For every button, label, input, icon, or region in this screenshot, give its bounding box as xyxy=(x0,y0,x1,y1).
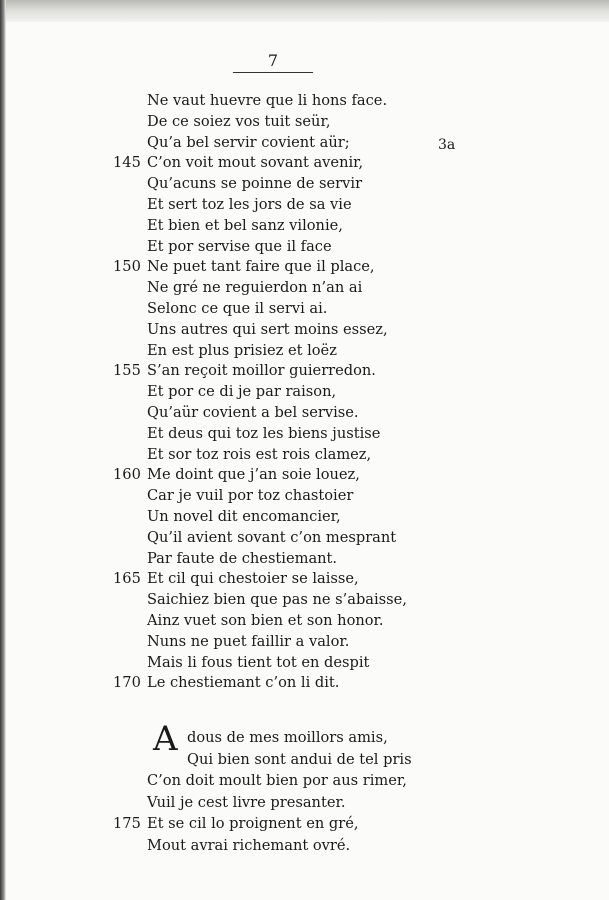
verse-line xyxy=(0,568,520,589)
verse-line xyxy=(0,672,520,693)
verse-line xyxy=(0,132,520,153)
verse-text: Et por ce di je par raison, xyxy=(147,383,337,401)
verse-line xyxy=(0,749,520,770)
verse-line xyxy=(0,527,520,548)
verse-text: Et sert toz les jors de sa vie xyxy=(147,196,352,213)
line-number: 170 xyxy=(113,674,141,692)
verse-text: Et sor toz rois est rois clamez, xyxy=(147,445,372,463)
verse-line xyxy=(0,506,520,527)
verse-text: Et cil qui chestoier se laisse, xyxy=(147,570,359,588)
verse-line xyxy=(0,111,520,132)
verse-line xyxy=(0,485,520,506)
verse-line xyxy=(0,340,520,361)
verse-line xyxy=(0,835,520,856)
verse-text: Qu’a bel servir covient aür; xyxy=(147,133,350,151)
verse-line xyxy=(0,381,520,402)
verse-text: Vuil je cest livre presanter. xyxy=(147,793,346,811)
line-number: 150 xyxy=(113,258,141,276)
verse-line xyxy=(0,319,520,340)
verse-line xyxy=(0,652,520,673)
verse-text: C’on doit moult bien por aus rimer, xyxy=(147,772,407,789)
verse-text: En est plus prisiez et loëz xyxy=(147,341,337,359)
verse-text: Mais li fous tient tot en despit xyxy=(147,653,370,671)
verse-line xyxy=(0,548,520,569)
verse-line xyxy=(0,236,520,257)
verse-line xyxy=(0,610,520,631)
verse-line xyxy=(0,402,520,423)
verse-text: dous de mes moillors amis, xyxy=(187,729,388,746)
verse-text: Le chestiemant c’on li dit. xyxy=(147,674,340,692)
verse-text: Uns autres qui sert moins essez, xyxy=(147,320,388,338)
drop-cap: A xyxy=(153,719,178,759)
verse-line xyxy=(0,152,520,173)
verse-line xyxy=(0,90,520,111)
verse-line xyxy=(0,464,520,485)
line-number: 165 xyxy=(113,570,141,588)
verse-text: Ainz vuet son bien et son honor. xyxy=(147,612,384,629)
page-number: 7 xyxy=(267,51,279,70)
verse-text: S’an reçoit moillor guierredon. xyxy=(147,362,376,380)
verse-text: Par faute de chestiemant. xyxy=(147,549,338,567)
verse-text: Qu’aür covient a bel servise. xyxy=(147,404,359,421)
scan-top-edge xyxy=(0,0,609,22)
verse-text: Saichiez bien que pas ne s’abaisse, xyxy=(147,591,407,609)
verse-text: Qu’acuns se poinne de servir xyxy=(147,175,363,193)
verse-text: Qui bien sont andui de tel pris xyxy=(187,750,412,768)
line-number: 155 xyxy=(113,362,141,380)
margin-folio-note: 3a xyxy=(438,137,456,153)
verse-text: Ne gré ne reguierdon n’an ai xyxy=(147,279,363,297)
verse-text: Et deus qui toz les biens justise xyxy=(147,424,381,442)
verse-line xyxy=(0,770,520,791)
verse-line xyxy=(0,792,520,813)
line-number: 145 xyxy=(113,154,141,172)
verse-line xyxy=(0,360,520,381)
verse-text: C’on voit mout sovant avenir, xyxy=(147,154,364,172)
verse-text: Mout avrai richemant ovré. xyxy=(147,836,351,854)
verse-text: Et bien et bel sanz vilonie, xyxy=(147,216,343,234)
verse-text: De ce soiez vos tuit seür, xyxy=(147,112,331,130)
verse-line xyxy=(0,298,520,319)
verse-line xyxy=(0,444,520,465)
verse-text: Ne vaut huevre que li hons face. xyxy=(147,92,388,109)
verse-text: Me doint que j’an soie louez, xyxy=(147,466,360,484)
verse-text: Ne puet tant faire que il place, xyxy=(147,258,375,276)
verse-text: Car je vuil por toz chastoier xyxy=(147,487,354,505)
line-number: 160 xyxy=(113,466,141,484)
verse-line xyxy=(0,423,520,444)
verse-line xyxy=(0,215,520,236)
verse-line xyxy=(0,589,520,610)
line-number: 175 xyxy=(113,815,141,832)
verse-line xyxy=(0,277,520,298)
verse-line xyxy=(0,813,520,834)
verse-text: Un novel dit encomancier, xyxy=(147,508,341,525)
page-number-rule xyxy=(233,72,313,73)
verse-line xyxy=(0,194,520,215)
verse-line xyxy=(0,256,520,277)
verse-text: Nuns ne puet faillir a valor. xyxy=(147,632,350,650)
verse-text: Selonc ce que il servi ai. xyxy=(147,300,328,317)
verse-text: Et se cil lo proignent en gré, xyxy=(147,815,359,832)
verse-text: Et por servise que il face xyxy=(147,237,332,255)
verse-line xyxy=(0,173,520,194)
verse-text: Qu’il avient sovant c’on mesprant xyxy=(147,528,397,546)
verse-line xyxy=(0,631,520,652)
verse-line xyxy=(0,727,520,748)
